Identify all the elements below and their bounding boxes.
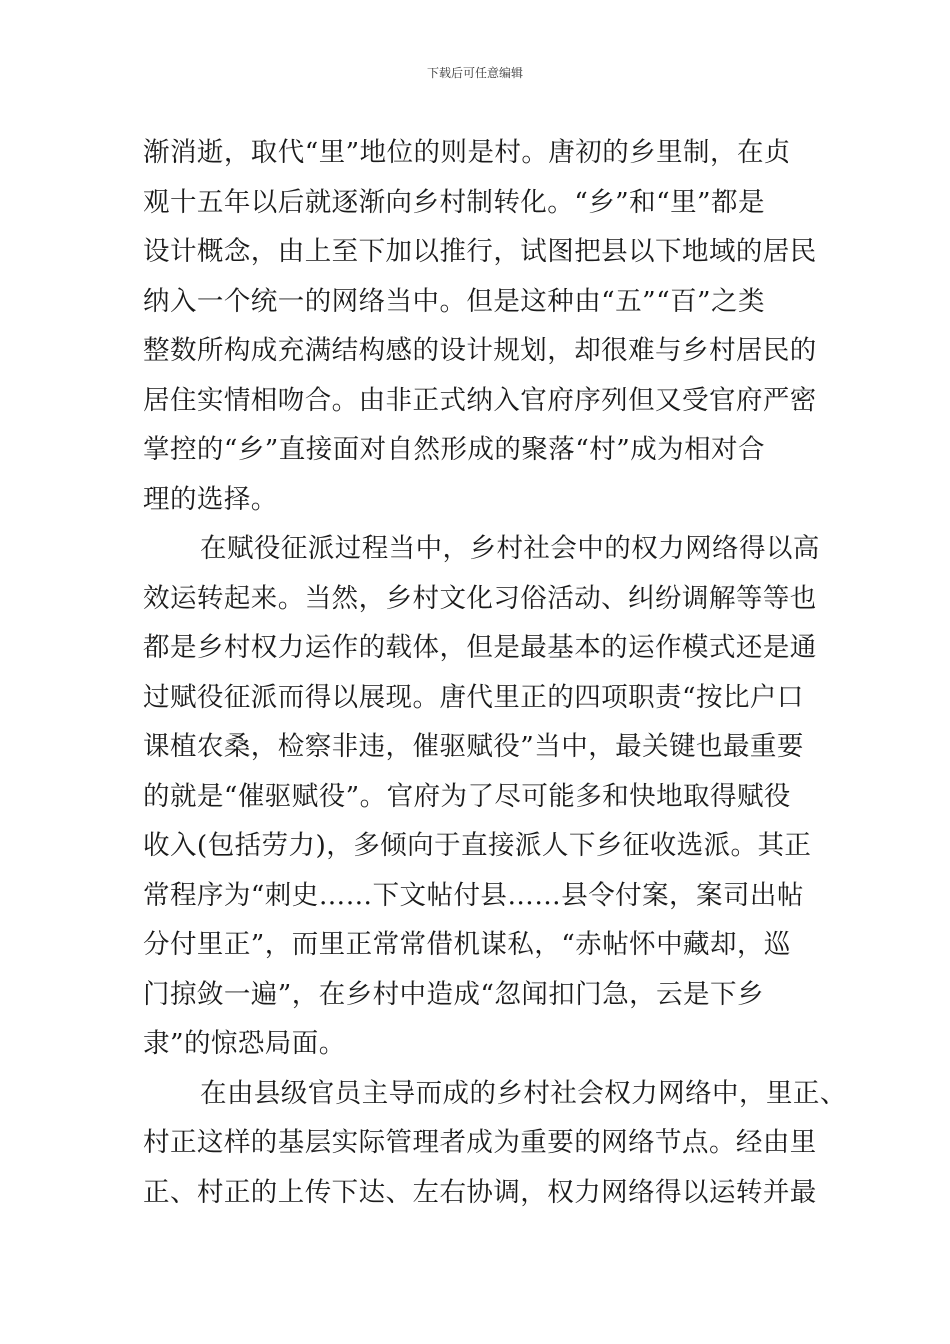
paragraph-3-line-3: 正、村正的上传下达、左右协调，权力网络得以运转并最	[143, 1176, 817, 1208]
paragraph-1-line-5: 整数所构成充满结构感的设计规划，却很难与乡村居民的	[143, 335, 817, 366]
paragraph-1-line-4: 纳入一个统一的网络当中。但是这种由“五”“百”之类	[143, 285, 765, 317]
paragraph-3-line-2: 村正这样的基层实际管理者成为重要的网络节点。经由里	[143, 1127, 817, 1158]
paragraph-1-line-6: 居住实情相吻合。由非正式纳入官府序列但又受官府严密	[143, 384, 817, 416]
paragraph-1-line-8: 理的选择。	[143, 483, 278, 515]
paragraph-1-line-1: 渐消逝，取代“里”地位的则是村。唐初的乡里制，在贞	[143, 137, 791, 168]
page-header: 下载后可任意编辑	[426, 66, 523, 80]
paragraph-1-line-7: 掌控的“乡”直接面对自然形成的聚落“村”成为相对合	[143, 434, 765, 465]
paragraph-2-line-5: 课植农桑，检察非违，催驱赋役”当中，最关键也最重要	[143, 731, 804, 762]
paragraph-2-line-3: 都是乡村权力运作的载体，但是最基本的运作模式还是通	[143, 632, 817, 663]
paragraph-3-line-1: 在由县级官员主导而成的乡村社会权力网络中，里正、	[200, 1077, 847, 1109]
paragraph-2-line-1: 在赋役征派过程当中，乡村社会中的权力网络得以高	[200, 533, 820, 564]
paragraph-2-line-2: 效运转起来。当然，乡村文化习俗活动、纠纷调解等等也	[143, 582, 817, 614]
paragraph-2-line-6: 的就是“催驱赋役”。官府为了尽可能多和快地取得赋役	[143, 780, 791, 812]
paragraph-2-line-10: 门掠敛一遍”，在乡村中造成“忽闻扣门急，云是下乡	[143, 978, 764, 1010]
paragraph-2-line-8: 常程序为“刺史……下文帖付县……县令付案，案司出帖	[143, 879, 804, 911]
paragraph-1-line-3: 设计概念，由上至下加以推行，试图把县以下地域的居民	[143, 236, 817, 267]
paragraph-2-line-9: 分付里正”，而里正常常借机谋私，“赤帖怀中藏却，巡	[143, 929, 791, 960]
paragraph-1-line-2: 观十五年以后就逐渐向乡村制转化。“乡”和“里”都是	[143, 186, 765, 218]
document-body	[143, 128, 847, 1217]
paragraph-2-line-4: 过赋役征派而得以展现。唐代里正的四项职责“按比户口	[143, 681, 804, 713]
paragraph-2-line-11: 隶”的惊恐局面。	[143, 1028, 346, 1059]
paragraph-2-line-7: 收入(包括劳力)，多倾向于直接派人下乡征收选派。其正	[143, 830, 812, 861]
